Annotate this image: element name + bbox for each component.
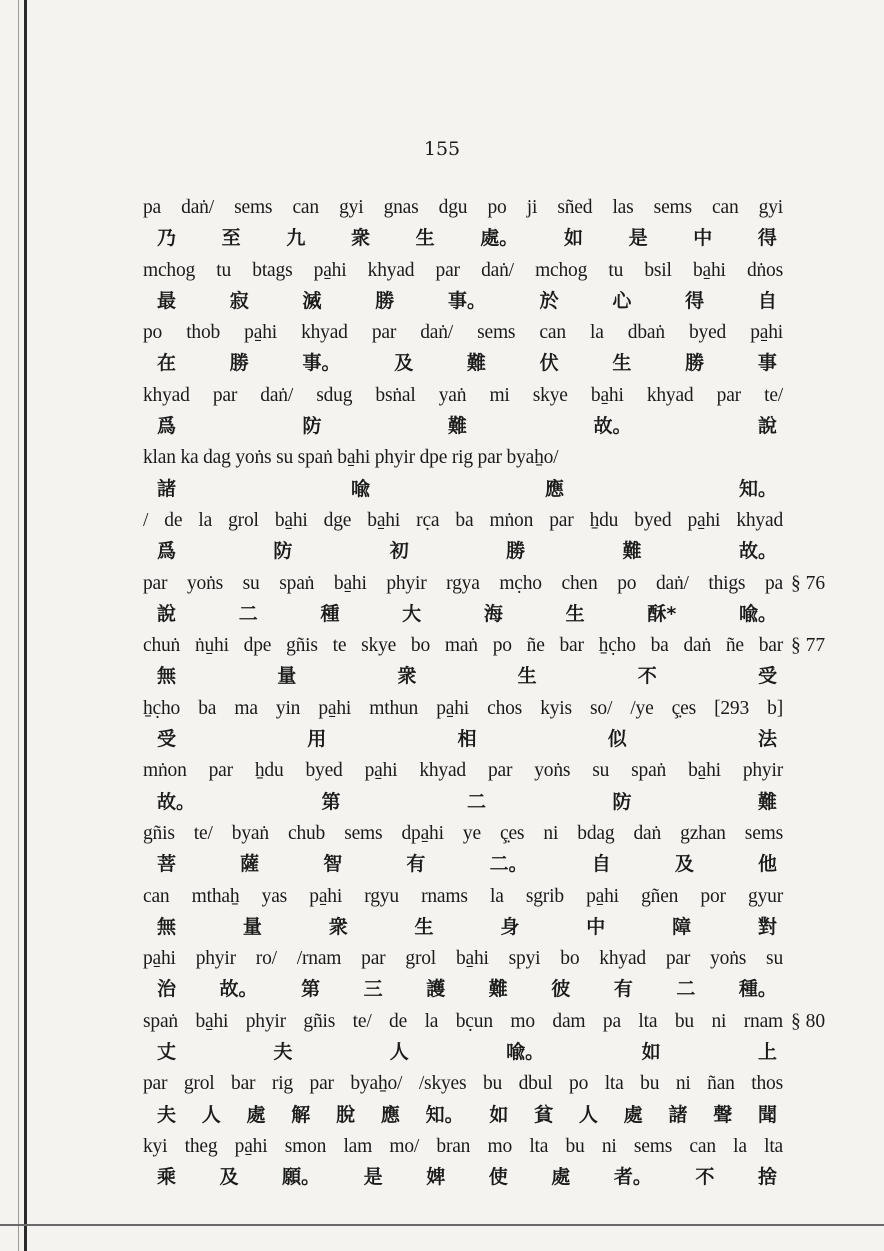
tibetan-line bbox=[143, 192, 783, 223]
chinese-char: 生 bbox=[415, 227, 435, 250]
chinese-char: 是 bbox=[628, 227, 648, 250]
chinese-char: 菩 bbox=[157, 853, 177, 876]
chinese-char: 二 bbox=[676, 978, 696, 1001]
tibetan-line bbox=[143, 1006, 826, 1037]
chinese-char: 夫 bbox=[273, 1041, 293, 1064]
chinese-char: 於 bbox=[539, 289, 559, 312]
chinese-line bbox=[143, 1037, 783, 1068]
tibetan-text: gñis te/ byaṅ chub sems dpa̱hi ye ç̣es ni bdag daṅ gzhan sems bbox=[143, 822, 783, 844]
chinese-char: 事。 bbox=[302, 352, 341, 375]
chinese-char: 脫 bbox=[336, 1103, 356, 1126]
chinese-char: 處。 bbox=[480, 227, 519, 250]
tibetan-text: / de la grol ba̱hi dge ba̱hi rc̣a ba mṅon par ẖdu byed pa̱hi khyad bbox=[143, 509, 783, 531]
chinese-char: 處 bbox=[246, 1103, 266, 1126]
chinese-char: 衆 bbox=[350, 227, 370, 250]
chinese-char: 如 bbox=[489, 1103, 509, 1126]
chinese-char: 薩 bbox=[240, 853, 260, 876]
chinese-line bbox=[143, 474, 783, 505]
chinese-char: 應 bbox=[544, 477, 564, 500]
chinese-char: 二。 bbox=[489, 853, 528, 876]
tibetan-line bbox=[143, 693, 783, 724]
chinese-char: 彼 bbox=[551, 978, 571, 1001]
chinese-char: 人 bbox=[578, 1103, 598, 1126]
chinese-char: 難 bbox=[622, 540, 642, 563]
chinese-char: 對 bbox=[757, 915, 777, 938]
chinese-char: 故。 bbox=[219, 978, 258, 1001]
chinese-char: 有 bbox=[406, 853, 426, 876]
chinese-char: 貧 bbox=[534, 1103, 554, 1126]
tibetan-text: spaṅ ba̱hi phyir gñis te/ de la bc̣un mo dam pa lta bu ni rnam bbox=[143, 1010, 783, 1032]
tibetan-text: klan ka dag yoṅs su spaṅ ba̱hi phyir dpe rig par byaẖo/ bbox=[143, 447, 559, 469]
tibetan-line bbox=[143, 505, 783, 536]
chinese-char: 處 bbox=[551, 1166, 571, 1189]
chinese-char: 種。 bbox=[738, 978, 777, 1001]
chinese-char: 捨 bbox=[757, 1166, 777, 1189]
chinese-char: 難 bbox=[447, 415, 467, 438]
chinese-line bbox=[143, 223, 783, 254]
tibetan-line bbox=[143, 755, 783, 786]
chinese-char: 衆 bbox=[397, 665, 417, 688]
tibetan-line bbox=[143, 818, 783, 849]
chinese-char: 自 bbox=[757, 289, 777, 312]
chinese-char: 婢 bbox=[426, 1166, 446, 1189]
chinese-char: 種 bbox=[320, 602, 340, 625]
chinese-char: 喩。 bbox=[506, 1041, 545, 1064]
chinese-char: 伏 bbox=[539, 352, 559, 375]
chinese-char: 防 bbox=[273, 540, 293, 563]
chinese-char: 解 bbox=[291, 1103, 311, 1126]
chinese-line bbox=[143, 724, 783, 755]
tibetan-line bbox=[143, 568, 826, 599]
tibetan-text: khyad par daṅ/ sdug bsṅal yaṅ mi skye ba̱hi khyad par te/ bbox=[143, 384, 783, 406]
chinese-char: 應 bbox=[380, 1103, 400, 1126]
tibetan-line bbox=[143, 1068, 783, 1099]
chinese-char: 夫 bbox=[157, 1103, 177, 1126]
chinese-char: 是 bbox=[363, 1166, 383, 1189]
chinese-char: 故。 bbox=[157, 790, 196, 813]
chinese-char: 勝 bbox=[685, 352, 705, 375]
chinese-char: 事 bbox=[757, 352, 777, 375]
chinese-char: 防 bbox=[302, 415, 322, 438]
chinese-char: 中 bbox=[586, 915, 606, 938]
tibetan-line bbox=[143, 317, 783, 348]
chinese-char: 法 bbox=[757, 728, 777, 751]
chinese-char: 中 bbox=[693, 227, 713, 250]
tibetan-text: po thob pa̱hi khyad par daṅ/ sems can la dbaṅ byed pa̱hi bbox=[143, 322, 783, 344]
chinese-char: 相 bbox=[457, 728, 477, 751]
chinese-char: 心 bbox=[612, 289, 632, 312]
chinese-line bbox=[143, 849, 783, 880]
tibetan-text: pa̱hi phyir ro/ /rnam par grol ba̱hi spyi bo khyad par yoṅs su bbox=[143, 948, 783, 970]
tibetan-text: kyi theg pa̱hi smon lam mo/ bran mo lta bu ni sems can la lta bbox=[143, 1135, 783, 1157]
chinese-char: 至 bbox=[221, 227, 241, 250]
chinese-char: 乘 bbox=[157, 1166, 177, 1189]
tibetan-text: par yoṅs su spaṅ ba̱hi phyir rgya mc̣ho chen po daṅ/ thigs pa bbox=[143, 572, 783, 594]
tibetan-line bbox=[143, 630, 826, 661]
chinese-char: 勝 bbox=[506, 540, 526, 563]
chinese-char: 九 bbox=[286, 227, 306, 250]
tibetan-line bbox=[143, 442, 783, 473]
chinese-char: 勝 bbox=[375, 289, 395, 312]
chinese-line bbox=[143, 974, 783, 1005]
chinese-char: 得 bbox=[757, 227, 777, 250]
chinese-char: 防 bbox=[612, 790, 632, 813]
chinese-line bbox=[143, 1162, 783, 1193]
chinese-char: 衆 bbox=[328, 915, 348, 938]
chinese-line bbox=[143, 1100, 783, 1131]
text-body bbox=[143, 192, 826, 1194]
chinese-char: 生 bbox=[612, 352, 632, 375]
chinese-char: 爲 bbox=[157, 415, 177, 438]
chinese-char: 無 bbox=[157, 665, 177, 688]
chinese-char: 難 bbox=[488, 978, 508, 1001]
chinese-char: 故。 bbox=[593, 415, 632, 438]
chinese-char: 如 bbox=[641, 1041, 661, 1064]
chinese-char: 障 bbox=[672, 915, 692, 938]
chinese-char: 生 bbox=[414, 915, 434, 938]
chinese-char: 用 bbox=[307, 728, 327, 751]
chinese-char: 處 bbox=[623, 1103, 643, 1126]
chinese-char: 治 bbox=[157, 978, 177, 1001]
chinese-char: 故。 bbox=[738, 540, 777, 563]
chinese-char: 上 bbox=[757, 1041, 777, 1064]
chinese-char: 滅 bbox=[302, 289, 322, 312]
chinese-char: 爲 bbox=[157, 540, 177, 563]
chinese-char: 及 bbox=[394, 352, 414, 375]
chinese-char: 知。 bbox=[425, 1103, 464, 1126]
chinese-char: 身 bbox=[500, 915, 520, 938]
chinese-char: 第 bbox=[301, 978, 321, 1001]
chinese-char: 似 bbox=[607, 728, 627, 751]
chinese-char: 生 bbox=[565, 602, 585, 625]
tibetan-text: par grol bar rig par byaẖo/ /skyes bu dbul po lta bu ni ñan thos bbox=[143, 1073, 783, 1095]
chinese-char: 二 bbox=[466, 790, 486, 813]
chinese-char: 自 bbox=[591, 853, 611, 876]
chinese-char: 二 bbox=[238, 602, 258, 625]
chinese-char: 他 bbox=[757, 853, 777, 876]
chinese-char: 生 bbox=[517, 665, 537, 688]
chinese-char: 寂 bbox=[229, 289, 249, 312]
tibetan-text: can mthaẖ yas pa̱hi rgyu rnams la sgrib pa̱hi gñen por gyur bbox=[143, 885, 783, 907]
chinese-char: 最 bbox=[157, 289, 177, 312]
chinese-char: 說 bbox=[157, 602, 177, 625]
chinese-char: 三 bbox=[363, 978, 383, 1001]
chinese-char: 量 bbox=[242, 915, 262, 938]
chinese-line bbox=[143, 536, 783, 567]
chinese-char: 諸 bbox=[157, 477, 177, 500]
chinese-char: 大 bbox=[402, 602, 422, 625]
chinese-char: 使 bbox=[488, 1166, 508, 1189]
chinese-char: 在 bbox=[157, 352, 177, 375]
chinese-char: 智 bbox=[323, 853, 343, 876]
chinese-char: 初 bbox=[389, 540, 409, 563]
chinese-char: 諸 bbox=[668, 1103, 688, 1126]
chinese-line bbox=[143, 599, 783, 630]
chinese-char: 無 bbox=[157, 915, 177, 938]
tibetan-text: ẖc̣ho ba ma yin pa̱hi mthun pa̱hi chos kyis so/ /ye ç̣es [293 b] bbox=[143, 697, 783, 719]
chinese-char: 丈 bbox=[157, 1041, 177, 1064]
chinese-char: 量 bbox=[277, 665, 297, 688]
chinese-char: 說 bbox=[757, 415, 777, 438]
chinese-char: 聞 bbox=[757, 1103, 777, 1126]
chinese-char: 有 bbox=[613, 978, 633, 1001]
tibetan-line bbox=[143, 943, 783, 974]
chinese-char: 海 bbox=[483, 602, 503, 625]
chinese-char: 不 bbox=[695, 1166, 715, 1189]
chinese-char: 喩 bbox=[350, 477, 370, 500]
chinese-char: 不 bbox=[637, 665, 657, 688]
tibetan-text: pa daṅ/ sems can gyi gnas dgu po ji sñed las sems can gyi bbox=[143, 197, 783, 218]
chinese-char: 人 bbox=[201, 1103, 221, 1126]
chinese-char: 第 bbox=[321, 790, 341, 813]
tibetan-line bbox=[143, 380, 783, 411]
chinese-char: 勝 bbox=[229, 352, 249, 375]
chinese-char: 受 bbox=[157, 728, 177, 751]
section-marker: § 77 bbox=[791, 635, 826, 657]
chinese-char: 者。 bbox=[613, 1166, 652, 1189]
tibetan-text: mṅon par ẖdu byed pa̱hi khyad par yoṅs su spaṅ ba̱hi phyir bbox=[143, 760, 783, 782]
chinese-char: 人 bbox=[389, 1041, 409, 1064]
chinese-char: 願。 bbox=[282, 1166, 321, 1189]
chinese-char: 受 bbox=[757, 665, 777, 688]
tibetan-line bbox=[143, 255, 783, 286]
chinese-char: 事。 bbox=[447, 289, 486, 312]
chinese-char: 難 bbox=[466, 352, 486, 375]
chinese-line bbox=[143, 787, 783, 818]
section-marker: § 76 bbox=[791, 572, 826, 594]
page-number: 155 bbox=[423, 138, 461, 160]
chinese-line bbox=[143, 661, 783, 692]
page-binding-edge bbox=[24, 0, 27, 1251]
tibetan-text: chuṅ ṅu̱hi dpe gñis te skye bo maṅ po ñe bar ẖc̣ho ba daṅ ñe bar bbox=[143, 635, 783, 657]
chinese-char: 護 bbox=[426, 978, 446, 1001]
chinese-char: 知。 bbox=[738, 477, 777, 500]
section-marker: § 80 bbox=[791, 1010, 826, 1032]
chinese-line bbox=[143, 411, 783, 442]
chinese-char: 得 bbox=[685, 289, 705, 312]
chinese-char: 喩。 bbox=[738, 602, 777, 625]
chinese-char: 乃 bbox=[157, 227, 177, 250]
chinese-line bbox=[143, 286, 783, 317]
chinese-char: 酥* bbox=[647, 602, 677, 625]
chinese-char: 及 bbox=[219, 1166, 239, 1189]
chinese-line bbox=[143, 348, 783, 379]
chinese-line bbox=[143, 912, 783, 943]
chinese-char: 如 bbox=[563, 227, 583, 250]
tibetan-line bbox=[143, 1131, 783, 1162]
page-bottom-edge bbox=[0, 1224, 884, 1226]
chinese-char: 及 bbox=[674, 853, 694, 876]
page-edge-shadow bbox=[18, 0, 19, 1251]
tibetan-line bbox=[143, 881, 783, 912]
chinese-char: 難 bbox=[757, 790, 777, 813]
tibetan-text: mchog tu btags pa̱hi khyad par daṅ/ mchog tu bsil ba̱hi dṅos bbox=[143, 259, 783, 281]
chinese-char: 聲 bbox=[713, 1103, 733, 1126]
